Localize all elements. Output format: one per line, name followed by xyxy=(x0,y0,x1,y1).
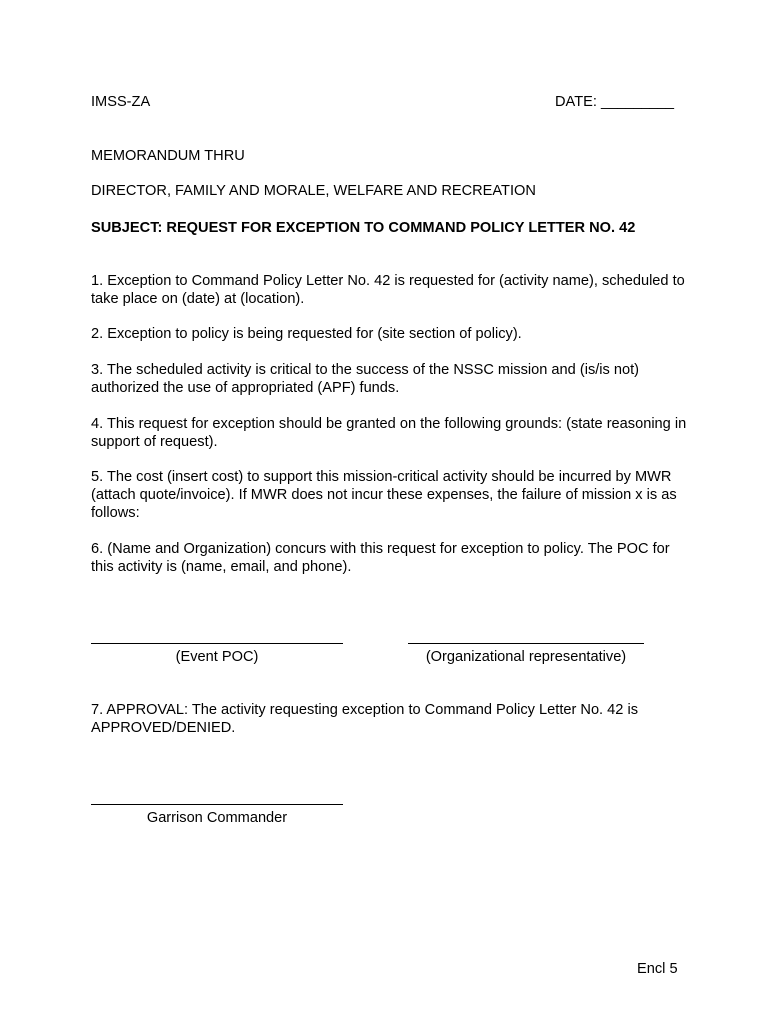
paragraph-4: 4. This request for exception should be granted on the following grounds: (state reasoning in support of request). xyxy=(91,416,687,450)
org-rep-signature-line xyxy=(408,643,644,644)
event-poc-label: (Event POC) xyxy=(175,649,259,665)
addressee-line: DIRECTOR, FAMILY AND MORALE, WELFARE AND RECREATION xyxy=(91,183,536,199)
org-rep-label: (Organizational representative) xyxy=(425,649,627,665)
subject-line: SUBJECT: REQUEST FOR EXCEPTION TO COMMAND POLICY LETTER NO. 42 xyxy=(91,220,636,236)
paragraph-3: 3. The scheduled activity is critical to the success of the NSSC mission and (is/is not) authorized the use of appropriated (APF) funds. xyxy=(91,362,640,396)
office-symbol: IMSS-ZA xyxy=(91,94,151,110)
date-field: DATE: _________ xyxy=(555,94,674,110)
approval-paragraph: 7. APPROVAL: The activity requesting exception to Command Policy Letter No. 42 is APPROVED/DENIED. xyxy=(91,702,638,736)
paragraph-6: 6. (Name and Organization) concurs with this request for exception to policy. The POC for this activity is (name, email, and phone). xyxy=(91,541,670,575)
memorandum-thru: MEMORANDUM THRU xyxy=(91,148,245,164)
event-poc-signature-line xyxy=(91,643,343,644)
paragraph-1: 1. Exception to Command Policy Letter No. 42 is requested for (activity name), scheduled to take place on (date) at (location). xyxy=(91,273,685,307)
enclosure-label: Encl 5 xyxy=(637,961,678,977)
paragraph-5: 5. The cost (insert cost) to support this mission-critical activity should be incurred by MWR (attach quote/invoice). If MWR does not incur these expenses, the failure of mission x is as follows: xyxy=(91,469,677,521)
commander-label: Garrison Commander xyxy=(146,810,288,826)
commander-signature-line xyxy=(91,804,343,805)
paragraph-2: 2. Exception to policy is being requested for (site section of policy). xyxy=(91,326,522,342)
